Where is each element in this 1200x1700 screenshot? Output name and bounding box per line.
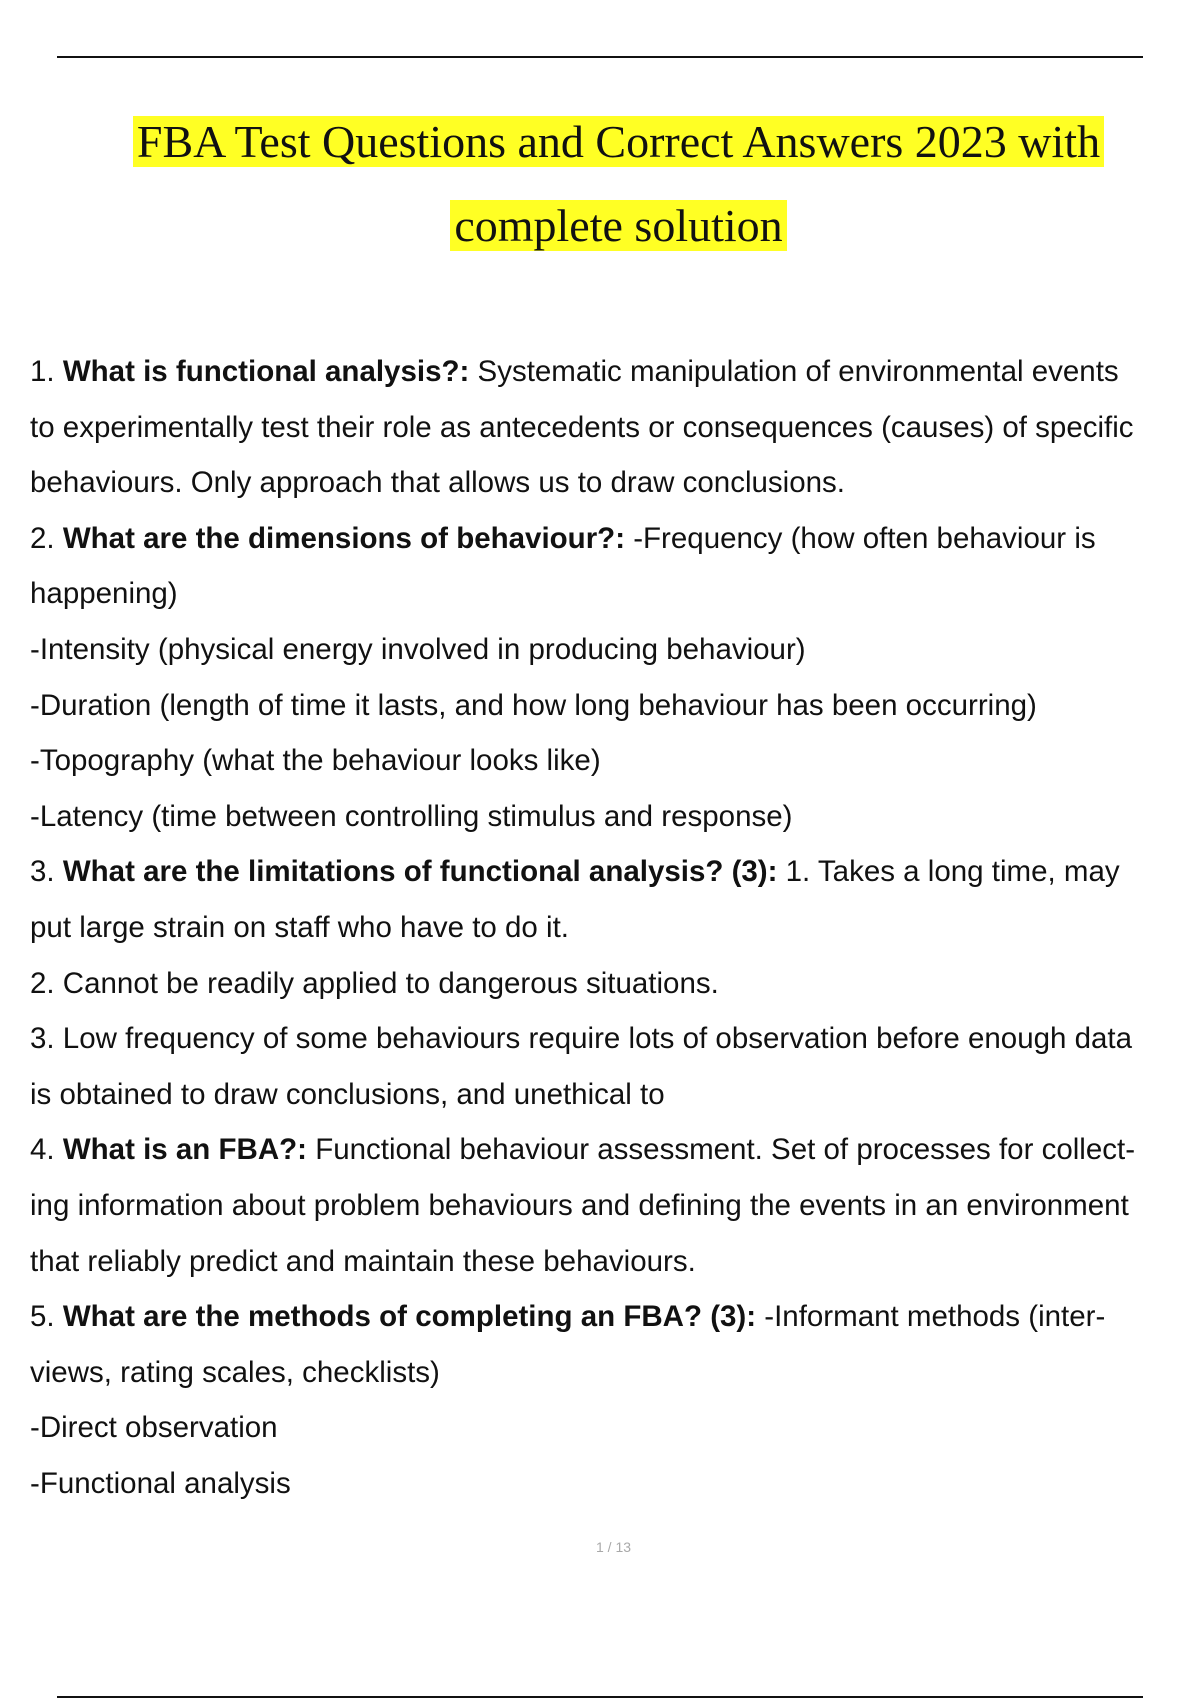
title-line-1: FBA Test Questions and Correct Answers 2023 with	[133, 116, 1104, 167]
question-number: 1.	[30, 355, 63, 388]
question-line	[30, 344, 1200, 400]
answer-line: behaviours. Only approach that allows us to draw conclusions.	[30, 466, 845, 500]
answer-line: that reliably predict and maintain these behaviours.	[30, 1244, 696, 1278]
question-number: 5.	[30, 1300, 63, 1334]
answer-line: to experimentally test their role as antecedents or consequences (causes) of specific	[30, 410, 1134, 444]
question-line	[30, 511, 1200, 567]
answer-text: Systematic manipulation of environmental events	[469, 355, 1119, 388]
answer-line: -Functional analysis	[30, 1466, 291, 1500]
question-number: 3.	[30, 855, 63, 889]
top-rule	[57, 56, 1143, 58]
answer-text: Functional behaviour assessment. Set of processes for collect-	[307, 1133, 1136, 1167]
answer-text: -Informant methods (inter-	[756, 1300, 1106, 1334]
bottom-rule	[57, 1696, 1143, 1698]
answer-line: -Topography (what the behaviour looks like)	[30, 744, 601, 778]
question-text: What are the methods of completing an FBA? (3):	[62, 1300, 757, 1334]
answer-text: -Frequency (how often behaviour is	[625, 521, 1096, 555]
question-text: What is an FBA?:	[62, 1133, 307, 1167]
question-line	[30, 1122, 1200, 1178]
answer-line: is obtained to draw conclusions, and unethical to	[30, 1077, 665, 1111]
answer-line: 2. Cannot be readily applied to dangerous situations.	[30, 966, 719, 1000]
question-text: What are the dimensions of behaviour?:	[62, 521, 626, 555]
answer-line: 3. Low frequency of some behaviours require lots of observation before enough data	[30, 1022, 1133, 1056]
answer-line: -Direct observation	[30, 1411, 278, 1445]
page-title	[0, 100, 1200, 268]
question-text: What are the limitations of functional analysis? (3):	[62, 855, 778, 889]
title-line-2: complete solution	[450, 200, 786, 251]
answer-text: 1. Takes a long time, may	[777, 855, 1120, 889]
answer-line: -Duration (length of time it lasts, and how long behaviour has been occurring)	[30, 688, 1037, 722]
question-line	[30, 1289, 1200, 1345]
answer-line: -Intensity (physical energy involved in producing behaviour)	[30, 632, 806, 666]
answer-line: -Latency (time between controlling stimulus and response)	[30, 799, 793, 833]
answer-line: put large strain on staff who have to do it.	[30, 910, 569, 944]
answer-line: happening)	[30, 577, 178, 611]
question-number: 2.	[30, 521, 63, 555]
answer-line: ing information about problem behaviours and defining the events in an environment	[30, 1188, 1129, 1222]
question-text: What is functional analysis?:	[62, 355, 470, 388]
question-line	[30, 844, 1200, 900]
qa-content	[30, 344, 1200, 1511]
answer-line: views, rating scales, checklists)	[30, 1355, 440, 1389]
question-number: 4.	[30, 1133, 63, 1167]
page-indicator: 1 / 13	[595, 1539, 632, 1555]
